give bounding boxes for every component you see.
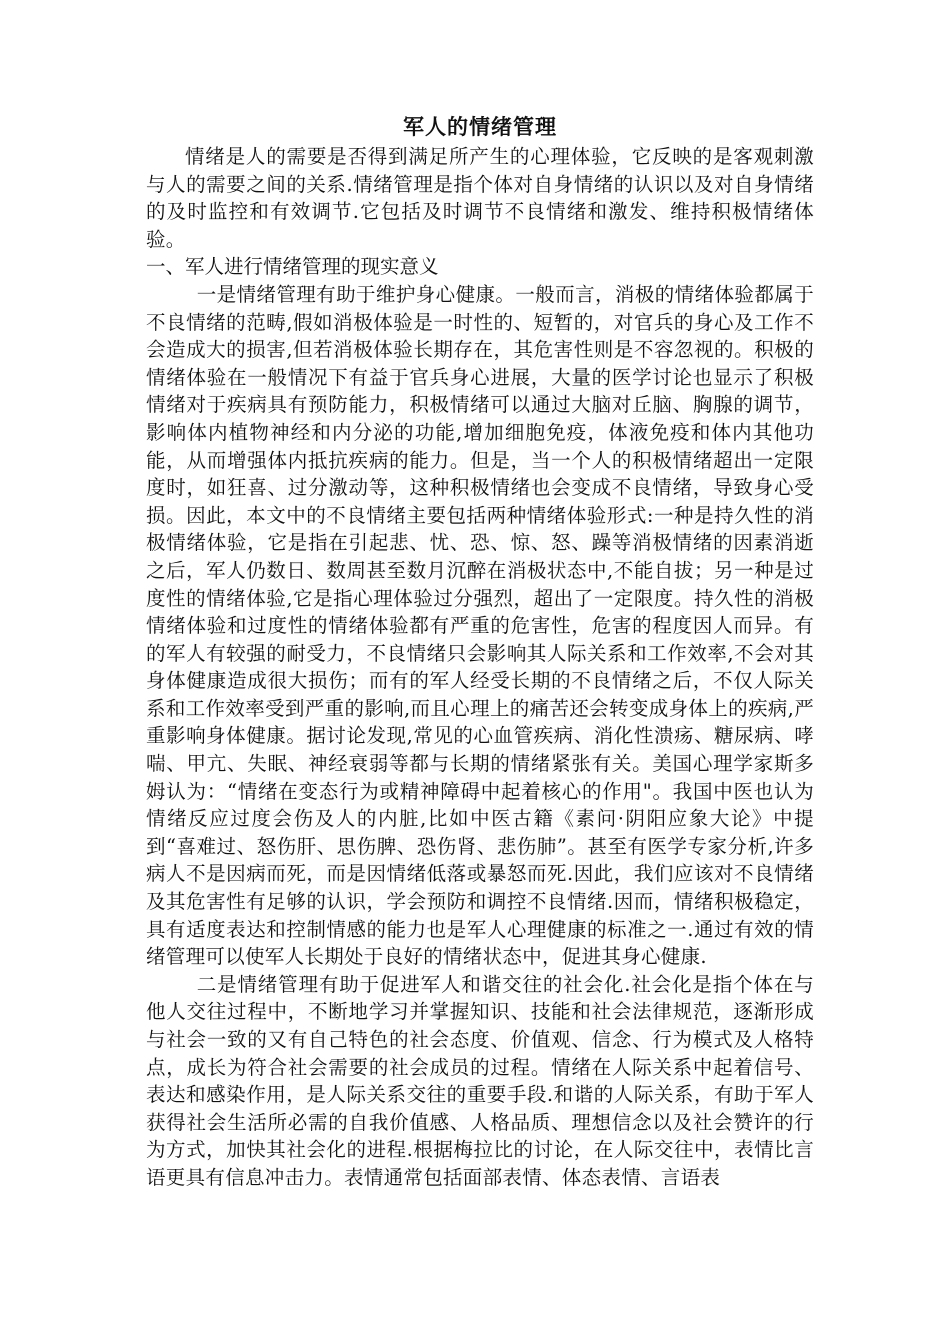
intro-paragraph: 情绪是人的需要是否得到满足所产生的心理体验，它反映的是客观刺激与人的需要之间的关系.情绪管理是指个体对自身情绪的认识以及对自身情绪的及时监控和有效调节.它包括及时调节不良情绪和激发、维持积极情绪体验。 [146,145,814,251]
body-paragraph-1: 一是情绪管理有助于维护身心健康。一般而言，消极的情绪体验都属于不良情绪的范畴,假如消极体验是一时性的、短暂的，对官兵的身心及工作不会造成大的损害,但若消极体验长期存在，其危害性则是不容忽视的。积极的情绪体验在一般情况下有益于官兵身心进展，大量的医学讨论也显示了积极情绪对于疾病具有预防能力，积极情绪可以通过大脑对丘脑、胸腺的调节，影响体内植物神经和内分泌的功能,增加细胞免疫，体液免疫和体内其他功能，从而增强体内抵抗疾病的能力。但是，当一个人的积极情绪超出一定限度时，如狂喜、过分激动等，这种积极情绪也会变成不良情绪，导致身心受损。因此，本文中的不良情绪主要包括两种情绪体验形式:一种是持久性的消极情绪体验，它是指在引起悲、忧、恐、惊、怒、躁等消极情绪的因素消逝之后，军人仍数日、数周甚至数月沉醉在消极状态中,不能自拔；另一种是过度性的情绪体验,它是指心理体验过分强烈，超出了一定限度。持久性的消极情绪体验和过度性的情绪体验都有严重的危害性，危害的程度因人而异。有的军人有较强的耐受力，不良情绪只会影响其人际关系和工作效率,不会对其身体健康造成很大损伤；而有的军人经受长期的不良情绪之后，不仅人际关系和工作效率受到严重的影响,而且心理上的痛苦还会转变成身体上的疾病,严重影响身体健康。据讨论发现,常见的心血管疾病、消化性溃疡、糖尿病、哮喘、甲亢、失眠、神经衰弱等都与长期的情绪紧张有关。美国心理学家斯多姆认为：“情绪在变态行为或精神障碍中起着核心的作用"。我国中医也认为情绪反应过度会伤及人的内脏,比如中医古籍《素问·阴阳应象大论》中提到“喜难过、怒伤肝、思伤脾、恐伤肾、悲伤肺”。甚至有医学专家分析,许多病人不是因病而死，而是因情绪低落或暴怒而死.因此，我们应该对不良情绪及其危害性有足够的认识，学会预防和调控不良情绪.因而，情绪积极稳定，具有适度表达和控制情感的能力也是军人心理健康的标准之一.通过有效的情绪管理可以使军人长期处于良好的情绪状态中，促进其身心健康. [146,282,814,969]
section-heading: 一、军人进行情绪管理的现实意义 [146,255,439,279]
document-title: 军人的情绪管理 [403,114,557,139]
document-page [146,113,814,1192]
body-paragraph-2: 二是情绪管理有助于促进军人和谐交往的社会化.社会化是指个体在与他人交往过程中，不断地学习并掌握知识、技能和社会法律规范，逐渐形成与社会一致的又有自己特色的社会态度、价值观、信念、行为模式及人格特点，成长为符合社会需要的社会成员的过程。情绪在人际关系中起着信号、表达和感染作用，是人际关系交往的重要手段.和谐的人际关系，有助于军人获得社会生活所必需的自我价值感、人格品质、理想信念以及社会赞许的行为方式，加快其社会化的进程.根据梅拉比的讨论，在人际交往中，表情比言语更具有信息冲击力。表情通常包括面部表情、体态表情、言语表 [146,972,814,1189]
